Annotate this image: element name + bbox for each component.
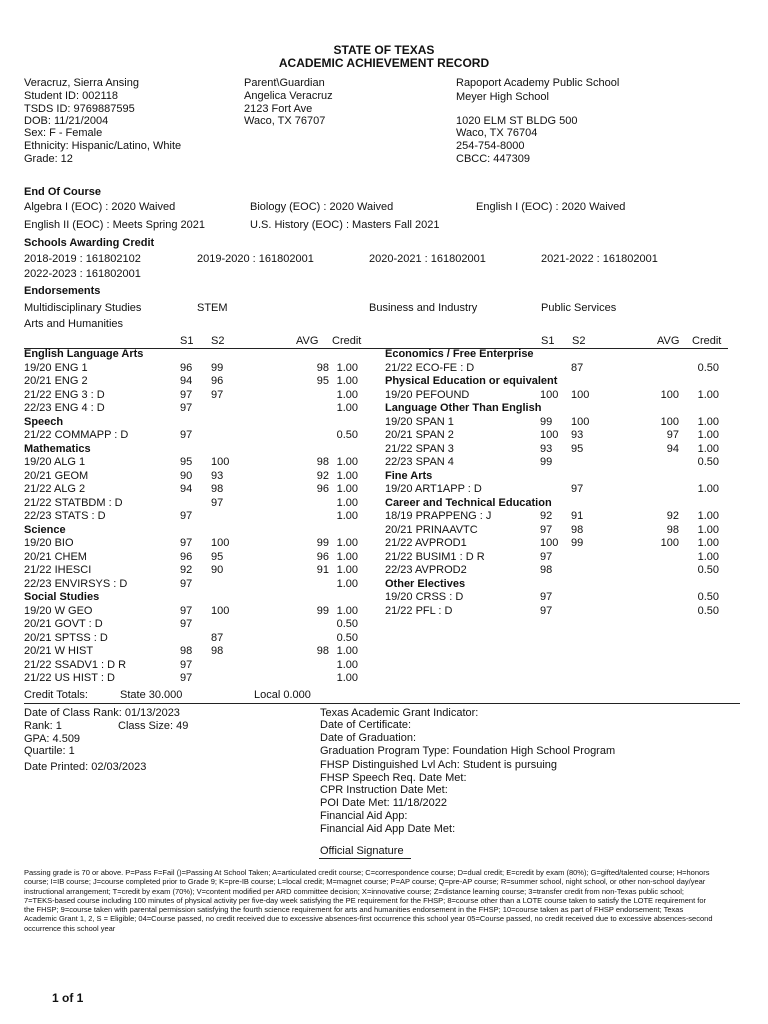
eoc-item: English II (EOC) : Meets Spring 2021 [24, 219, 205, 231]
semester1-grade: 100 [540, 388, 559, 401]
grade: Grade: 12 [24, 153, 73, 165]
semester2-grade: 97 [211, 388, 224, 401]
semester1-grade: 96 [180, 361, 193, 374]
course-name: 21/22 SPAN 3 [385, 442, 454, 455]
average-grade: 98 [316, 645, 329, 657]
semester2-grade: 96 [211, 375, 224, 387]
course-row [24, 537, 368, 551]
student-name: Veracruz, Sierra Ansing [24, 77, 139, 89]
semester1-grade: 97 [180, 537, 193, 549]
eoc-heading: End Of Course [24, 186, 102, 198]
average-grade: 98 [666, 523, 679, 536]
semester2-grade: 99 [571, 537, 584, 549]
semester1-grade: 99 [540, 456, 553, 468]
guardian-name: Angelica Veracruz [244, 90, 333, 102]
average-grade: 100 [660, 415, 679, 428]
grad-info-line: Graduation Program Type: Foundation High School Program [320, 745, 616, 757]
credit-value: 1.00 [697, 510, 719, 522]
credit-value: 1.00 [336, 469, 358, 482]
semester2-grade: 100 [571, 415, 590, 428]
official-signature-label: Official Signature [320, 845, 404, 857]
semester2-grade: 100 [571, 388, 590, 401]
course-name: 20/21 W HIST [24, 645, 94, 657]
semester2-grade: 95 [571, 442, 584, 455]
course-name: 20/21 SPAN 2 [385, 429, 454, 441]
course-row [24, 659, 368, 673]
semester1-grade: 92 [540, 510, 553, 522]
semester2-grade: 99 [211, 361, 224, 374]
school-address2: Waco, TX 76704 [456, 127, 538, 139]
average-grade: 100 [660, 388, 679, 401]
credit-value: 0.50 [697, 591, 719, 603]
col-header-avg: AVG [296, 335, 319, 347]
course-row [385, 456, 729, 470]
page-indicator: 1 of 1 [52, 991, 84, 1005]
course-section-heading [24, 443, 368, 457]
credit-value: 1.00 [336, 577, 358, 590]
eoc-item: U.S. History (EOC) : Masters Fall 2021 [250, 219, 440, 231]
credit-value: 1.00 [336, 496, 358, 509]
schools-credit-item: 2019-2020 : 161802001 [197, 253, 314, 265]
schools-credit-item: 2022-2023 : 161802001 [24, 268, 141, 280]
semester1-grade: 94 [180, 375, 193, 387]
semester1-grade: 90 [180, 469, 193, 482]
course-row [385, 524, 729, 538]
semester1-grade: 93 [540, 442, 553, 455]
section-title: Economics / Free Enterprise [385, 348, 534, 360]
semester2-grade: 98 [211, 483, 224, 495]
section-title: Fine Arts [385, 469, 433, 482]
endorsement-item: Public Services [541, 302, 617, 314]
semester2-grade: 97 [211, 496, 224, 509]
semester1-grade: 97 [540, 523, 553, 536]
semester1-grade: 97 [180, 429, 193, 441]
course-row [24, 497, 368, 511]
semester1-grade: 98 [540, 564, 553, 576]
credit-value: 0.50 [336, 618, 358, 630]
grad-info-line: CPR Instruction Date Met: [320, 784, 448, 796]
course-row [385, 362, 729, 376]
course-name: 22/23 SPAN 4 [385, 456, 454, 468]
semester2-grade: 91 [571, 510, 584, 522]
course-row [385, 443, 729, 457]
course-name: 19/20 ALG 1 [24, 456, 86, 468]
semester1-grade: 97 [180, 577, 193, 590]
credit-value: 0.50 [336, 429, 358, 441]
course-row [24, 605, 368, 619]
grad-info-line: Financial Aid App: [320, 810, 408, 822]
course-name: 19/20 ART1APP : D [385, 483, 482, 495]
course-name: 19/20 BIO [24, 537, 74, 549]
course-row [385, 537, 729, 551]
course-row [24, 456, 368, 470]
column-headers-right [0, 335, 768, 349]
endorsements-heading: Endorsements [24, 285, 101, 297]
credit-value: 0.50 [697, 604, 719, 617]
guardian-heading: Parent\Guardian [244, 77, 325, 89]
semester1-grade: 92 [180, 564, 193, 576]
credit-value: 0.50 [697, 361, 719, 374]
credit-value: 1.00 [336, 672, 358, 684]
semester2-grade: 98 [211, 645, 224, 657]
course-name: 20/21 PRINAAVTC [385, 523, 478, 536]
credit-value: 1.00 [697, 442, 719, 455]
credit-value: 1.00 [697, 415, 719, 428]
grad-info-line: Texas Academic Grant Indicator: [320, 707, 479, 719]
course-row [24, 632, 368, 646]
credit-value: 1.00 [336, 361, 358, 374]
student-id: Student ID: 002118 [24, 90, 118, 102]
course-row [24, 578, 368, 592]
course-row [385, 605, 729, 619]
gpa: GPA: 4.509 [24, 733, 81, 745]
credit-value: 1.00 [336, 604, 358, 617]
credit-totals-local: Local 0.000 [254, 689, 311, 701]
course-row [385, 416, 729, 430]
course-name: 20/21 GEOM [24, 469, 89, 482]
semester1-grade: 97 [180, 604, 193, 617]
section-title: Career and Technical Education [385, 496, 552, 509]
guardian-address2: Waco, TX 76707 [244, 115, 326, 127]
course-row [24, 510, 368, 524]
course-name: 22/23 ENG 4 : D [24, 402, 105, 414]
credit-value: 1.00 [697, 523, 719, 536]
credit-value: 1.00 [697, 550, 719, 563]
course-row [385, 591, 729, 605]
col-header-s1: S1 [541, 335, 555, 347]
school-address1: 1020 ELM ST BLDG 500 [456, 115, 578, 127]
section-title: Speech [24, 415, 64, 428]
course-row [24, 429, 368, 443]
course-section-heading [24, 524, 368, 538]
course-row [24, 551, 368, 565]
course-section-heading [24, 348, 368, 362]
endorsement-item: Multidisciplinary Studies [24, 302, 142, 314]
endorsement-item: Arts and Humanities [24, 318, 124, 330]
course-row [24, 645, 368, 659]
course-section-heading [385, 470, 729, 484]
course-name: 21/22 PFL : D [385, 604, 453, 617]
course-row [24, 564, 368, 578]
school-cbcc: CBCC: 447309 [456, 153, 530, 165]
col-header-s1: S1 [180, 335, 194, 347]
average-grade: 99 [316, 537, 329, 549]
course-row [385, 551, 729, 565]
semester1-grade: 97 [180, 402, 193, 414]
eoc-item: English I (EOC) : 2020 Waived [476, 201, 626, 213]
average-grade: 92 [666, 510, 679, 522]
col-header-s2: S2 [211, 335, 225, 347]
course-row [385, 510, 729, 524]
average-grade: 96 [316, 550, 329, 563]
course-name: 18/19 PRAPPENG : J [385, 510, 492, 522]
semester1-grade: 99 [540, 415, 553, 428]
credit-totals-label: Credit Totals: [24, 689, 88, 701]
average-grade: 98 [316, 456, 329, 468]
course-name: 22/23 STATS : D [24, 510, 106, 522]
average-grade: 96 [316, 483, 329, 495]
average-grade: 99 [316, 604, 329, 617]
course-name: 21/22 BUSIM1 : D R [385, 550, 485, 563]
section-title: Social Studies [24, 591, 100, 603]
credit-value: 1.00 [336, 388, 358, 401]
credit-totals-state: State 30.000 [120, 689, 183, 701]
course-name: 21/22 ECO-FE : D [385, 361, 475, 374]
course-name: 21/22 COMMAPP : D [24, 429, 129, 441]
course-name: 21/22 AVPROD1 [385, 537, 467, 549]
course-name: 19/20 W GEO [24, 604, 93, 617]
credit-value: 1.00 [697, 388, 719, 401]
course-row [24, 375, 368, 389]
average-grade: 97 [666, 429, 679, 441]
course-row [24, 362, 368, 376]
schools-credit-item: 2018-2019 : 161802102 [24, 253, 141, 265]
semester1-grade: 94 [180, 483, 193, 495]
grad-info-line: Date of Graduation: [320, 732, 417, 744]
credit-value: 1.00 [336, 375, 358, 387]
course-section-heading [24, 416, 368, 430]
grad-info-line: POI Date Met: 11/18/2022 [320, 797, 447, 809]
semester1-grade: 97 [180, 510, 193, 522]
credit-value: 1.00 [336, 456, 358, 468]
credit-value: 1.00 [336, 483, 358, 495]
average-grade: 92 [316, 469, 329, 482]
school-phone: 254-754-8000 [456, 140, 525, 152]
semester2-grade: 93 [571, 429, 584, 441]
guardian-address1: 2123 Fort Ave [244, 103, 313, 115]
date-class-rank: Date of Class Rank: 01/13/2023 [24, 707, 180, 719]
semester1-grade: 95 [180, 456, 193, 468]
col-header-avg: AVG [657, 335, 680, 347]
credit-value: 0.50 [336, 631, 358, 644]
course-name: 22/23 ENVIRSYS : D [24, 577, 128, 590]
credit-value: 1.00 [336, 510, 358, 522]
section-title: Other Electives [385, 577, 466, 590]
endorsement-item: STEM [197, 302, 228, 314]
schools-credit-item: 2021-2022 : 161802001 [541, 253, 658, 265]
course-name: 19/20 SPAN 1 [385, 415, 454, 428]
section-title: Physical Education or equivalent [385, 375, 558, 387]
semester1-grade: 97 [180, 388, 193, 401]
course-name: 22/23 AVPROD2 [385, 564, 467, 576]
school-district: Rapoport Academy Public School [456, 77, 620, 89]
course-row [24, 470, 368, 484]
section-title: Language Other Than English [385, 402, 542, 414]
credit-value: 0.50 [697, 564, 719, 576]
col-header-credit: Credit [692, 335, 722, 347]
school-campus: Meyer High School [456, 91, 549, 103]
section-title: English Language Arts [24, 348, 144, 360]
record-title: ACADEMIC ACHIEVEMENT RECORD [278, 56, 490, 70]
average-grade: 91 [316, 564, 329, 576]
schools-credit-item: 2020-2021 : 161802001 [369, 253, 486, 265]
semester1-grade: 100 [540, 537, 559, 549]
dob: DOB: 11/21/2004 [24, 115, 109, 127]
semester1-grade: 97 [180, 618, 193, 630]
signature-underline [319, 858, 411, 859]
class-size: Class Size: 49 [118, 720, 189, 732]
course-name: 19/20 CRSS : D [385, 591, 464, 603]
section-title: Science [24, 523, 66, 536]
course-row [385, 389, 729, 403]
credit-value: 1.00 [697, 429, 719, 441]
credit-value: 1.00 [336, 402, 358, 414]
average-grade: 95 [316, 375, 329, 387]
tsds-id: TSDS ID: 9769887595 [24, 103, 135, 115]
semester2-grade: 100 [211, 537, 230, 549]
course-section-heading [385, 348, 729, 362]
course-name: 21/22 STATBDM : D [24, 496, 123, 509]
grad-info-line: Date of Certificate: [320, 719, 412, 731]
semester1-grade: 97 [180, 658, 193, 671]
grad-info-line: FHSP Speech Req. Date Met: [320, 772, 467, 784]
totals-divider [24, 703, 740, 704]
semester2-grade: 95 [211, 550, 224, 563]
semester1-grade: 97 [540, 550, 553, 563]
endorsement-item: Business and Industry [369, 302, 478, 314]
credit-value: 1.00 [336, 658, 358, 671]
course-section-heading [385, 402, 729, 416]
credit-value: 0.50 [697, 456, 719, 468]
quartile: Quartile: 1 [24, 745, 75, 757]
course-name: 20/21 SPTSS : D [24, 631, 108, 644]
credit-value: 1.00 [336, 645, 358, 657]
col-header-s2: S2 [572, 335, 586, 347]
course-row [24, 672, 368, 686]
schools-credit-heading: Schools Awarding Credit [24, 237, 155, 249]
course-section-heading [385, 578, 729, 592]
course-row [24, 618, 368, 632]
semester1-grade: 98 [180, 645, 193, 657]
credit-value: 1.00 [697, 537, 719, 549]
course-name: 19/20 PEFOUND [385, 388, 470, 401]
average-grade: 100 [660, 537, 679, 549]
eoc-item: Biology (EOC) : 2020 Waived [250, 201, 394, 213]
state-title: STATE OF TEXAS [333, 43, 435, 57]
section-title: Mathematics [24, 442, 91, 455]
course-row [24, 483, 368, 497]
semester2-grade: 93 [211, 469, 224, 482]
ethnicity: Ethnicity: Hispanic/Latino, White [24, 140, 182, 152]
credit-value: 1.00 [336, 550, 358, 563]
semester2-grade: 87 [571, 361, 584, 374]
sex: Sex: F - Female [24, 127, 103, 139]
semester1-grade: 97 [540, 591, 553, 603]
course-row [24, 389, 368, 403]
semester2-grade: 100 [211, 456, 230, 468]
grad-info-line: Financial Aid App Date Met: [320, 823, 456, 835]
semester2-grade: 87 [211, 631, 224, 644]
semester2-grade: 97 [571, 483, 584, 495]
course-section-heading [385, 497, 729, 511]
semester1-grade: 100 [540, 429, 559, 441]
average-grade: 94 [666, 442, 679, 455]
course-row [385, 429, 729, 443]
semester1-grade: 97 [180, 672, 193, 684]
course-name: 21/22 SSADV1 : D R [24, 658, 127, 671]
semester2-grade: 90 [211, 564, 224, 576]
average-grade: 98 [316, 361, 329, 374]
course-name: 21/22 ENG 3 : D [24, 388, 105, 401]
course-name: 21/22 US HIST : D [24, 672, 115, 684]
col-header-credit: Credit [332, 335, 362, 347]
eoc-item: Algebra I (EOC) : 2020 Waived [24, 201, 176, 213]
rank: Rank: 1 [24, 720, 62, 732]
credit-value: 1.00 [336, 564, 358, 576]
course-name: 20/21 ENG 2 [24, 375, 88, 387]
course-name: 20/21 GOVT : D [24, 618, 103, 630]
course-name: 20/21 CHEM [24, 550, 87, 563]
date-printed: Date Printed: 02/03/2023 [24, 761, 147, 773]
credit-value: 1.00 [336, 537, 358, 549]
semester2-grade: 100 [211, 604, 230, 617]
course-name: 19/20 ENG 1 [24, 361, 88, 374]
course-name: 21/22 IHESCI [24, 564, 92, 576]
course-name: 21/22 ALG 2 [24, 483, 86, 495]
semester1-grade: 97 [540, 604, 553, 617]
course-section-heading [385, 375, 729, 389]
course-section-heading [24, 591, 368, 605]
course-row [385, 483, 729, 497]
course-row [385, 564, 729, 578]
semester2-grade: 98 [571, 523, 584, 536]
grad-info-line: FHSP Distinguished Lvl Ach: Student is pursuing [320, 759, 558, 771]
course-row [24, 402, 368, 416]
semester1-grade: 96 [180, 550, 193, 563]
grade-legend-footnote: Passing grade is 70 or above. P=Pass F=Fail ()=Passing At School Taken; A=articulated credit course; C=correspondence course; D=dual credit; E=credit by exam (80%); G=gifted/talented course; H=honors course; I=IB course; J=course completed prior to Grade 9; K=pre-IB course; L=local credit; M=magnet course; P=AP course; Q=pre-AP course; R=summer school, night school, or other non-school day/year instructional arrangement; T=credit by exam (70%); V=content modified per ARD committee decision; X=innovative course; Z=distance learning course; 3=transfer credit from non-Texas public school; 7=TEKS-based course including 100 minutes of physical activity per five-day week satisfying the PE requirement for the FHSP; 8=course other than a LOTE course taken to satisfy the LOTE requirement for the FHSP; 9=course taken with parental permission satisfying the fourth science requirement for arts and humanities endorsement in the FHSP; 10=course taken as part of FHSP endorsement; Texas Academic Grant 1, 2, S = Eligible; 04=Course passed, no credit received due to excessive absences-first occurrence this school year 05=Course passed, no credit received due to excessive absences-second occurrence this school year [24, 868, 713, 933]
credit-value: 1.00 [697, 483, 719, 495]
